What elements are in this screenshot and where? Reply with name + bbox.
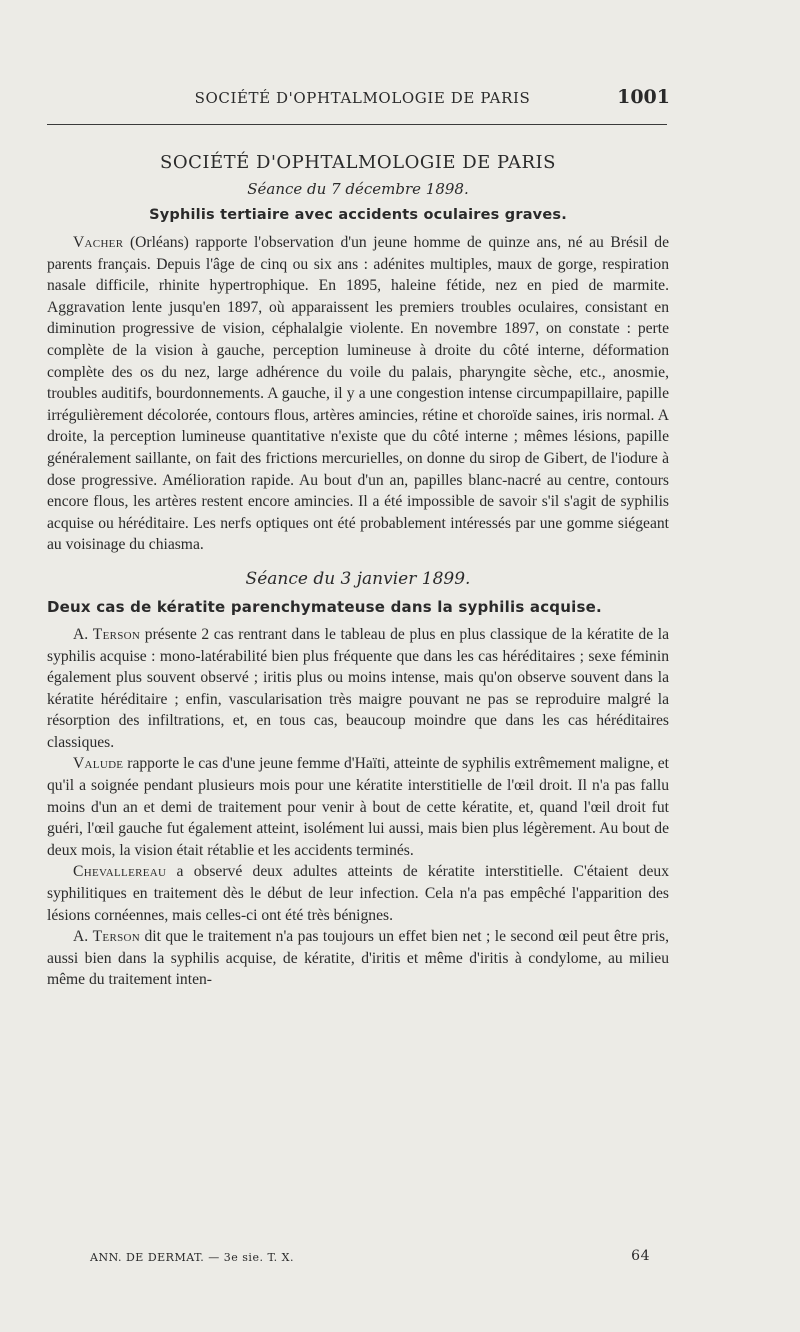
author-initial: A. (73, 625, 93, 643)
paragraph-text: (Orléans) rapporte l'observation d'un jeune homme de quinze ans, né au Brésil de parents français. Depuis l'âge de cinq ou six ans : adénites multiples, maux de gorge, respiration nasale difficile, rhinite hypertrophique. En 1895, haleine fétide, nez en pied de marmite. Aggravation lente jusqu'en 1897, où apparaissent les premiers troubles oculaires, consistant en diminution progressive de vision, céphalalgie violente. En novembre 1897, on constate : perte complète de la vision à gauche, perception lumineuse à droite du côté interne, déformation complète des os du nez, large adhérence du voile du palais, pharyngite sèche, etc., anosmie, troubles auditifs, bourdonnements. A gauche, il y a une congestion intense circumpapillaire, papille irrégulièrement décolorée, contours flous, artères amincies, rétine et choroïde saines, iris normal. A droite, la perception lumineuse quantitative n'existe que du côté interne ; mêmes lésions, papille généralement saillante, on fait des frictions mercurielles, on donne du sirop de Gibert, de l'iodure à dose progressive. Amélioration rapide. Au bout d'un an, papilles blanc-nacré au centre, contours encore flous, les artères restent encore amincies. Il a été impossible de savoir s'il s'agit de syphilis acquise ou héréditaire. Les nerfs optiques ont été probablement intéressés par une gomme siégeant au voisinage du chiasma. (47, 234, 669, 554)
author-name: Terson (92, 625, 141, 643)
paragraph-terson-2 (47, 926, 669, 991)
paragraph-text: a observé deux adultes atteints de kératite interstitielle. C'étaient deux syphilitiques en traitement dès le début de leur infection. Cela n'a pas empêché l'apparition des lésions cornéennes, mais celles-ci ont été très bénignes. (47, 863, 669, 924)
seance-date-1: Séance du 7 décembre 1898. (247, 180, 469, 198)
signature-mark: 64 (631, 1248, 650, 1264)
seance-date-2: Séance du 3 janvier 1899. (245, 568, 471, 589)
author-name: Chevallereau (73, 863, 167, 881)
page-footer (90, 1248, 650, 1271)
article-title-1: Syphilis tertiaire avec accidents oculaires graves. (149, 207, 567, 223)
paragraph-terson-1 (47, 624, 669, 754)
author-initial: A. (73, 928, 93, 946)
article-title-2: Deux cas de kératite parenchymateuse dans la syphilis acquise. (47, 597, 602, 616)
running-header (0, 86, 800, 113)
footer-citation: ANN. DE DERMAT. — 3e sie. T. X. (90, 1251, 294, 1264)
paragraph-text: rapporte le cas d'une jeune femme d'Haïti, atteinte de syphilis extrêmement maligne, et qu'il a soignée pendant plusieurs mois pour une kératite interstitielle de l'œil droit. Il n'a pas fallu moins d'un an et demi de traitement pour venir à bout de cette kératite, et, quand l'œil droit fut guéri, l'œil gauche fut également atteint, isolément lui aussi, mais bien plus légèrement. Au bout de deux mois, la vision était rétablie et les accidents terminés. (47, 755, 669, 859)
author-name: Valude (73, 755, 124, 773)
author-name: Terson (92, 928, 140, 946)
paragraph-text: dit que le traitement n'a pas toujours un effet bien net ; le second œil peut être pris, aussi bien dans la syphilis acquise, de kératite, d'iritis et même d'iritis à condylome, au milieu même du traitement inten- (47, 928, 669, 989)
running-title: SOCIÉTÉ D'OPHTALMOLOGIE DE PARIS (194, 89, 531, 107)
section-title: SOCIÉTÉ D'OPHTALMOLOGIE DE PARIS (160, 152, 556, 173)
paragraph-chevallereau (47, 861, 669, 926)
paragraph-vacher (47, 232, 669, 556)
article-body (47, 140, 669, 991)
page-number: 1001 (617, 86, 670, 108)
author-name: Vacher (73, 234, 124, 251)
paragraph-text: présente 2 cas rentrant dans le tableau de plus en plus classique de la kératite de la syphilis acquise : mono-latérabilité bien plus fréquente que dans les cas héréditaires ; sexe féminin également plus souvent observé ; iritis plus ou moins intense, mais qu'on observe souvent dans la kératite héréditaire ; enfin, vascularisation très maigre pouvant ne pas se reproduire malgré la résorption des infiltrations, et, en tous cas, beaucoup moindre que dans les cas héréditaires classiques. (47, 625, 669, 751)
header-rule (47, 124, 667, 125)
paragraph-valude (47, 753, 669, 861)
